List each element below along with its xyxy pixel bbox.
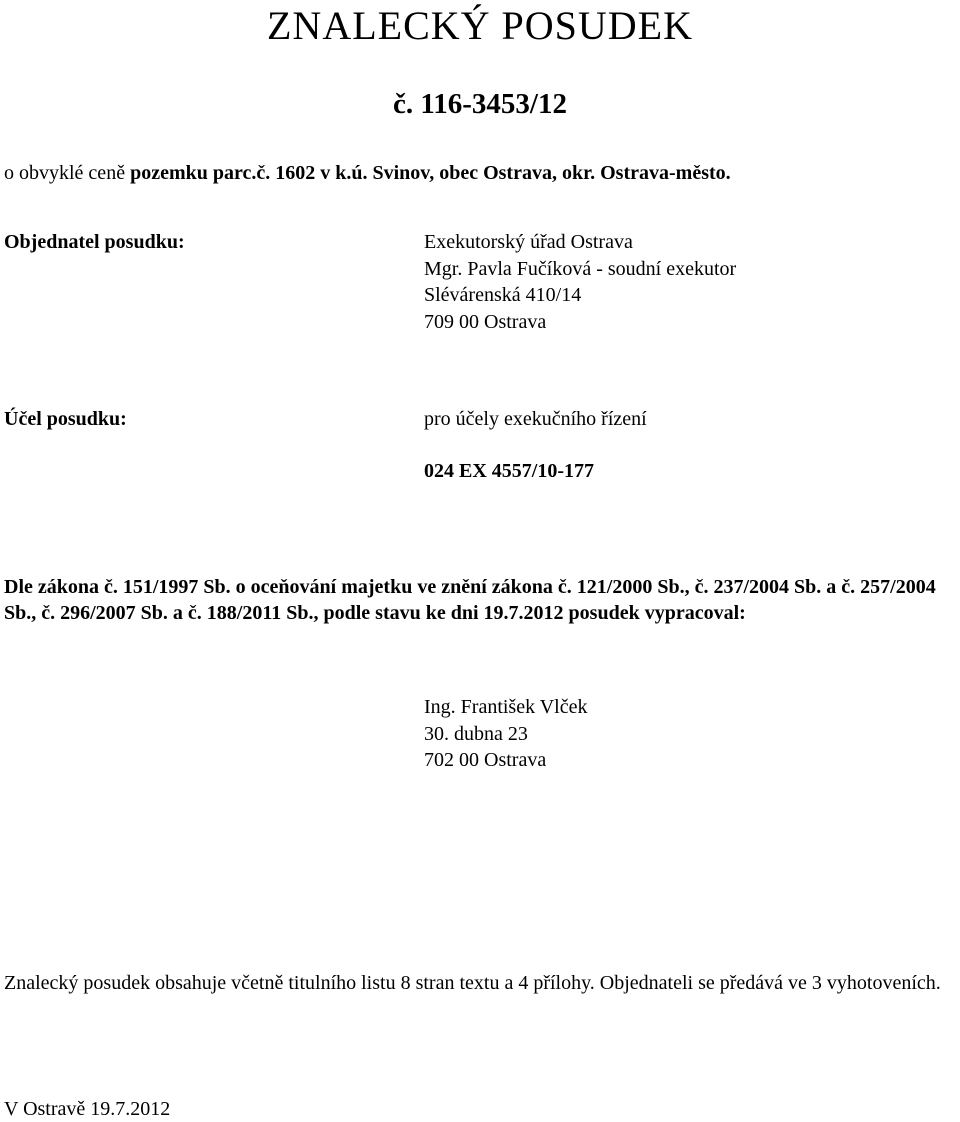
subject-line bbox=[4, 160, 731, 186]
purpose-value: pro účely exekučního řízení bbox=[424, 408, 647, 430]
place-date: V Ostravě 19.7.2012 bbox=[4, 1098, 171, 1120]
document-title: ZNALECKÝ POSUDEK bbox=[267, 3, 693, 48]
author-name: Ing. František Vlček bbox=[424, 696, 588, 718]
purpose-label: Účel posudku: bbox=[4, 408, 127, 430]
subject-prefix: o obvyklé ceně bbox=[4, 162, 131, 184]
author-block bbox=[424, 694, 588, 774]
author-street: 30. dubna 23 bbox=[424, 722, 528, 745]
case-number: 024 EX 4557/10-177 bbox=[424, 460, 594, 482]
client-line-executor: Mgr. Pavla Fučíková - soudní exekutor bbox=[424, 257, 737, 280]
client-address-block bbox=[424, 229, 736, 335]
client-line-city: 709 00 Ostrava bbox=[424, 310, 547, 333]
client-label: Objednatel posudku: bbox=[4, 231, 185, 253]
footer-note: Znalecký posudek obsahuje včetně titulního listu 8 stran textu a 4 přílohy. Objednateli se předává ve 3 vyhotoveních. bbox=[4, 972, 941, 994]
law-paragraph: Dle zákona č. 151/1997 Sb. o oceňování majetku ve znění zákona č. 121/2000 Sb., č. 237/2004 Sb. a č. 257/2004 Sb., č. 296/2007 Sb. a č. 188/2011 Sb., podle stavu ke dni 19.7.2012 posudek vypracoval: bbox=[4, 576, 936, 624]
client-line-office: Exekutorský úřad Ostrava bbox=[424, 231, 633, 253]
subject-property: pozemku parc.č. 1602 v k.ú. Svinov, obec Ostrava, okr. Ostrava-město. bbox=[130, 162, 731, 184]
author-city: 702 00 Ostrava bbox=[424, 749, 547, 771]
document-number: č. 116-3453/12 bbox=[393, 88, 567, 120]
client-line-street: Slévárenská 410/14 bbox=[424, 284, 582, 306]
